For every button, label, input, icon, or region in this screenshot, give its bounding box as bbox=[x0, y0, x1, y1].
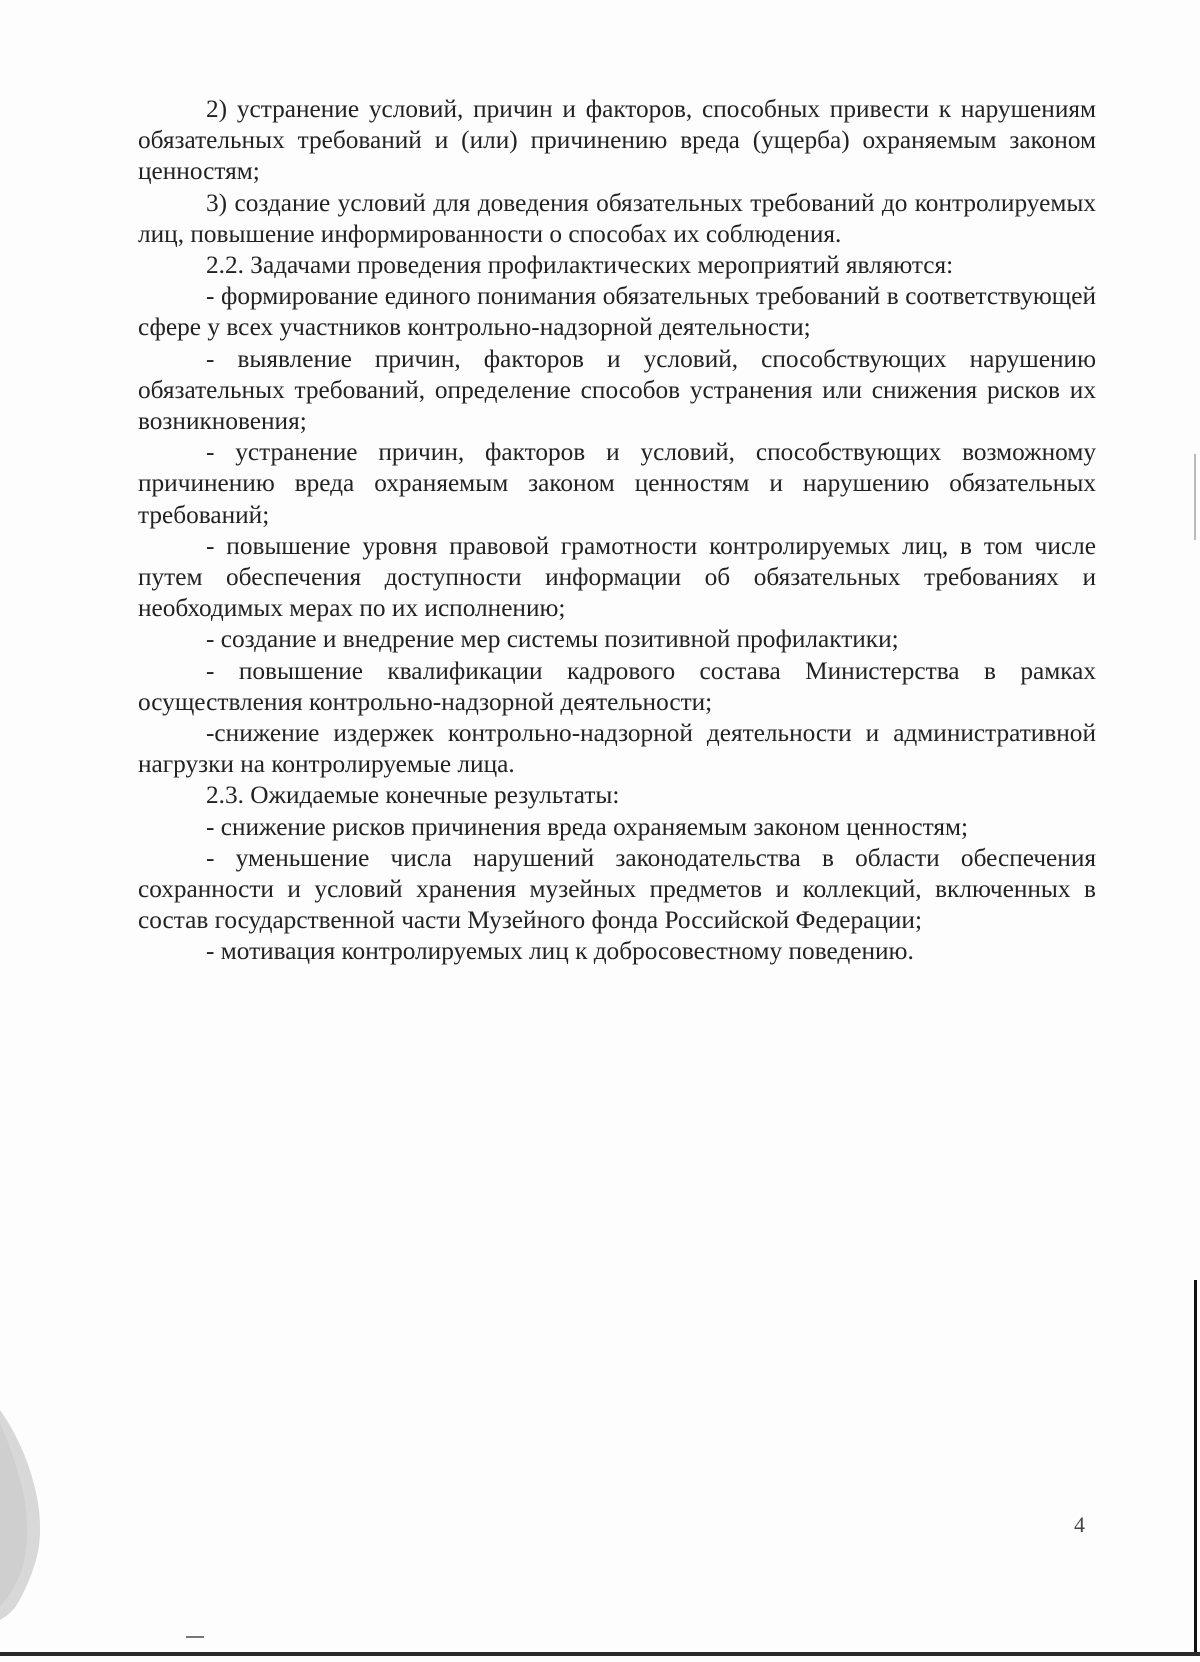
scan-bottom-edge bbox=[0, 1652, 1200, 1656]
section-heading-2-2: 2.2. Задачами проведения профилактических мероприятий являются: bbox=[206, 251, 954, 280]
section-heading-2-3: 2.3. Ожидаемые конечные результаты: bbox=[206, 781, 620, 810]
paragraph-task-7: -снижение издержек контрольно-надзорной деятельности и административной нагрузки на контролируемые лица. bbox=[138, 719, 1096, 779]
paragraph-task-4: - повышение уровня правовой грамотности контролируемых лиц, в том числе путем обеспечения доступности информации об обязательных требованиях и необходимых мерах по их исполнению; bbox=[138, 531, 1096, 623]
scan-edge-line bbox=[1194, 454, 1196, 540]
paragraph-task-3: - устранение причин, факторов и условий, способствующих возможному причинению вреда охраняемым законом ценностям и нарушению обязательных требований; bbox=[138, 438, 1096, 529]
scan-edge-line bbox=[1194, 1280, 1197, 1652]
paragraph-task-5: - создание и внедрение мер системы позитивной профилактики; bbox=[206, 625, 899, 654]
paragraph-item-2: 2) устранение условий, причин и факторов, способных привести к нарушениям обязательных требований и (или) причинению вреда (ущерба) охраняемым законом ценностям; bbox=[138, 95, 1096, 186]
paragraph-task-2: - выявление причин, факторов и условий, способствующих нарушению обязательных требований, определение способов устранения или снижения рисков их возникновения; bbox=[138, 344, 1096, 436]
paragraph-task-6: - повышение квалификации кадрового состава Министерства в рамках осуществления контрольно-надзорной деятельности; bbox=[138, 656, 1096, 716]
paragraph-task-1: - формирование единого понимания обязательных требований в соответствующей сфере у всех участников контрольно-надзорной деятельности; bbox=[138, 282, 1096, 342]
document-body bbox=[138, 94, 1096, 968]
paragraph-item-3: 3) создание условий для доведения обязательных требований до контролируемых лиц, повышение информированности о способах их соблюдения. bbox=[138, 188, 1096, 248]
paragraph-result-1: - снижение рисков причинения вреда охраняемым законом ценностям; bbox=[206, 812, 969, 841]
page-number: 4 bbox=[1074, 1512, 1085, 1537]
scan-shadow-artifact bbox=[0, 1410, 46, 1620]
paragraph-result-3: - мотивация контролируемых лиц к добросовестному поведению. bbox=[206, 937, 914, 966]
paragraph-result-2: - уменьшение числа нарушений законодательства в области обеспечения сохранности и условий хранения музейных предметов и коллекций, включенных в состав государственной части Музейного фонда Российской Федерации; bbox=[138, 843, 1096, 935]
scan-mark bbox=[186, 1636, 204, 1638]
